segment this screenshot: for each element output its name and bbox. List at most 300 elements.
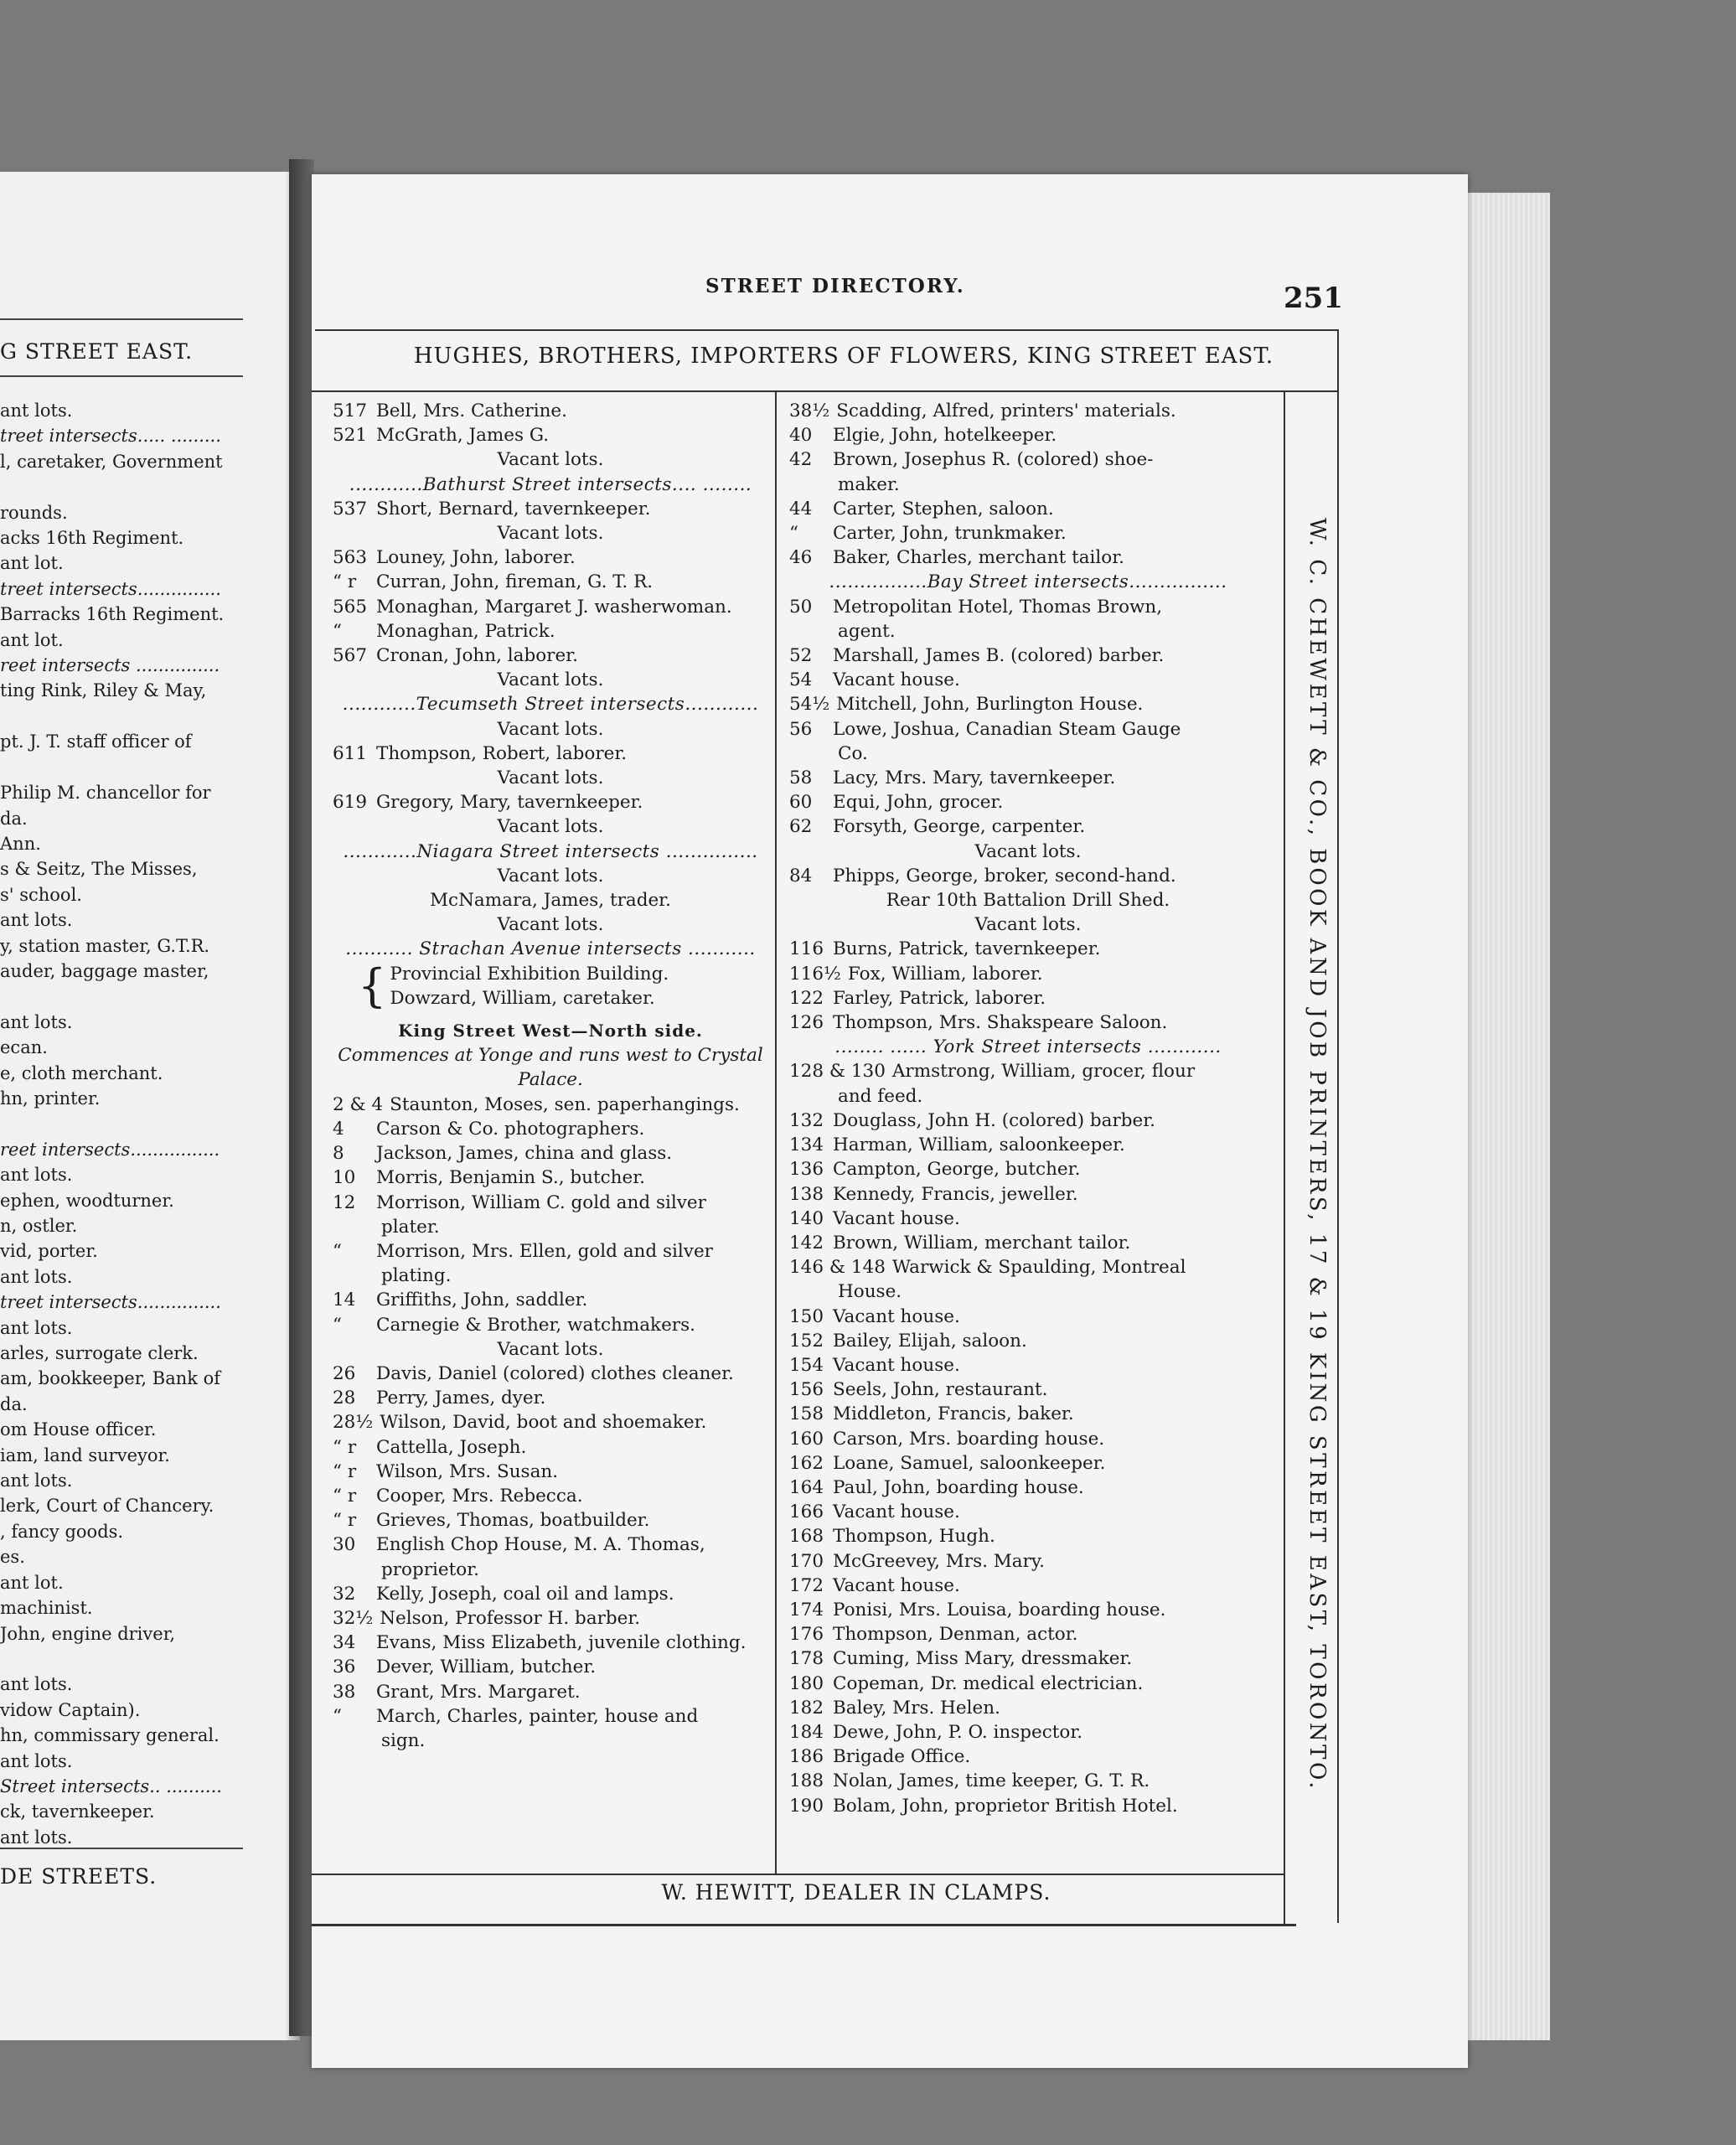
entry-continuation: House.	[838, 1281, 902, 1303]
entry-text: Lacy, Mrs. Mary, tavernkeeper.	[833, 768, 1116, 789]
street-number: 180	[789, 1672, 824, 1694]
left-page-line: Ann.	[0, 833, 41, 854]
entry-text: Paul, John, boarding house.	[833, 1476, 1084, 1498]
left-page-line: vidow Captain).	[0, 1699, 141, 1720]
street-number: 188	[789, 1770, 824, 1792]
directory-entry	[789, 1255, 1267, 1279]
page-stack-edge	[1454, 193, 1550, 2040]
left-page-line: hn, printer.	[0, 1088, 101, 1109]
street-number: 32½	[333, 1607, 374, 1629]
street-number: 150	[789, 1305, 824, 1327]
entry-text: Mitchell, John, Burlington House.	[836, 694, 1144, 716]
directory-entry	[789, 1672, 1267, 1696]
left-page-line: ting Rink, Riley & May,	[0, 680, 207, 701]
entry-text: Short, Bernard, tavernkeeper.	[376, 498, 651, 519]
entry-text: Vacant house.	[833, 1305, 960, 1327]
street-number: 14	[333, 1290, 356, 1311]
entry-text: Campton, George, butcher.	[833, 1159, 1081, 1181]
entry-text: English Chop House, M. A. Thomas,	[376, 1534, 705, 1556]
section-heading: King Street West—North side.	[398, 1021, 703, 1041]
entry-text: Marshall, James B. (colored) barber.	[833, 645, 1165, 667]
running-title: STREET DIRECTORY.	[705, 275, 965, 297]
directory-entry	[333, 1093, 768, 1117]
entry-continuation: plating.	[381, 1265, 452, 1287]
street-number: 2 & 4	[333, 1093, 384, 1115]
binding-gutter	[289, 159, 314, 2036]
directory-entry	[789, 1231, 1267, 1255]
street-number: 162	[789, 1452, 824, 1474]
street-number: 134	[789, 1135, 824, 1156]
entry-text: Ponisi, Mrs. Louisa, boarding house.	[833, 1599, 1166, 1620]
street-number: 146 & 148	[789, 1257, 886, 1279]
left-page-line: auder, baggage master,	[0, 960, 209, 981]
street-number: 44	[789, 498, 813, 519]
street-number: 38	[333, 1681, 356, 1703]
directory-entry	[333, 1533, 768, 1557]
bottom-frame-rule	[312, 1924, 1296, 1926]
street-number: 38½	[789, 401, 830, 421]
directory-entry	[789, 790, 1267, 814]
entry-text: Thompson, Robert, laborer.	[376, 742, 628, 764]
entry-text: Thompson, Mrs. Shakspeare Saloon.	[833, 1012, 1168, 1034]
brace-glyph: {	[358, 959, 387, 1012]
entry-text: Davis, Daniel (colored) clothes cleaner.	[376, 1362, 734, 1384]
entry-text: Grant, Mrs. Margaret.	[376, 1681, 581, 1703]
left-page-line: Street intersects.. ..........	[0, 1775, 222, 1796]
street-number: 42	[789, 449, 813, 471]
directory-entry	[333, 399, 768, 423]
left-facing-page	[0, 172, 300, 2040]
section-subheading: Commences at Yonge and runs west to Crystal	[338, 1045, 763, 1067]
directory-entry	[333, 1191, 768, 1215]
entry-text: Thompson, Denman, actor.	[833, 1624, 1078, 1646]
left-page-line: rounds.	[0, 502, 68, 523]
directory-column-right	[789, 399, 1267, 1818]
left-page-text	[0, 398, 251, 1850]
entry-text: Dever, William, butcher.	[376, 1657, 597, 1678]
left-page-line	[0, 984, 251, 1009]
entry-text: Douglass, John H. (colored) barber.	[833, 1109, 1156, 1131]
entry-text: Carter, John, trunkmaker.	[833, 523, 1067, 545]
street-number: 40	[789, 425, 813, 447]
directory-entry	[333, 1141, 768, 1166]
directory-entry	[789, 399, 1267, 423]
directory-entry	[333, 1288, 768, 1312]
street-number: 56	[789, 718, 813, 740]
entry-text: Bailey, Elijah, saloon.	[833, 1330, 1027, 1352]
street-number: “	[333, 620, 342, 642]
left-page-line: n, ostler.	[0, 1216, 78, 1236]
entry-text: Scadding, Alfred, printers' materials.	[836, 401, 1176, 421]
centered-entry: Vacant lots.	[497, 669, 604, 691]
directory-entry	[789, 1524, 1267, 1548]
entry-text: Burns, Patrick, tavernkeeper.	[833, 938, 1101, 960]
entry-text: Carter, Stephen, saloon.	[833, 498, 1054, 519]
left-page-line: ecan.	[0, 1037, 48, 1058]
street-number: 54	[789, 669, 813, 691]
directory-entry	[789, 521, 1267, 545]
entry-text: Vacant house.	[833, 1354, 960, 1376]
directory-entry	[789, 644, 1267, 668]
left-page-line: s & Seitz, The Misses,	[0, 859, 198, 880]
entry-text: Lowe, Joshua, Canadian Steam Gauge	[833, 718, 1181, 740]
left-page-line: ant lots.	[0, 1011, 73, 1032]
directory-entry	[789, 668, 1267, 692]
directory-entry	[333, 1484, 768, 1508]
entry-text: Middleton, Francis, baker.	[833, 1403, 1074, 1425]
bracketed-entry	[333, 959, 768, 1012]
street-number: 567	[333, 645, 368, 667]
street-number: 132	[789, 1109, 824, 1131]
entry-text: Wilson, Mrs. Susan.	[376, 1460, 559, 1482]
left-page-line: ant lots.	[0, 1827, 73, 1848]
directory-entry	[333, 1313, 768, 1337]
centered-entry: Vacant lots.	[974, 840, 1082, 862]
street-number: 140	[789, 1207, 824, 1229]
street-number: 122	[789, 987, 824, 1009]
street-number: 184	[789, 1721, 824, 1743]
street-number: 36	[333, 1657, 356, 1678]
directory-entry	[789, 1549, 1267, 1574]
entry-text: Farley, Patrick, laborer.	[833, 987, 1046, 1009]
street-number: 160	[789, 1428, 824, 1450]
entry-text: Brown, Josephus R. (colored) shoe-	[833, 449, 1154, 471]
street-number: 138	[789, 1183, 824, 1205]
left-page-line: , fancy goods.	[0, 1521, 124, 1542]
street-number: “ r	[333, 1436, 357, 1458]
side-advertisement: W. C. CHEWETT & CO., BOOK AND JOB PRINTERS, 17 & 19 KING STREET EAST, TORONTO.	[1305, 518, 1330, 1792]
cross-street-separator: ............Niagara Street intersects ...............	[343, 840, 758, 862]
centered-entry: Vacant lots.	[497, 449, 604, 471]
footer-advertisement: W. HEWITT, DEALER IN CLAMPS.	[661, 1880, 1051, 1905]
left-page-line: om House officer.	[0, 1419, 157, 1440]
directory-entry	[333, 1704, 768, 1729]
directory-entry	[333, 1460, 768, 1484]
street-number: 116½	[789, 963, 841, 985]
entry-continuation: maker.	[838, 473, 900, 495]
directory-entry	[789, 1133, 1267, 1157]
entry-text: Loane, Samuel, saloonkeeper.	[833, 1452, 1106, 1474]
entry-continuation: Co.	[838, 742, 868, 764]
entry-text: Vacant house.	[833, 1574, 960, 1596]
entry-text: Metropolitan Hotel, Thomas Brown,	[833, 596, 1163, 618]
centered-entry: McNamara, James, trader.	[430, 890, 671, 912]
entry-text: Jackson, James, china and glass.	[376, 1143, 673, 1165]
left-page-line: reet intersects................	[0, 1139, 220, 1160]
left-page-line	[0, 755, 251, 780]
directory-entry	[789, 1622, 1267, 1646]
street-number: 4	[333, 1118, 344, 1140]
left-page-line: da.	[0, 808, 28, 829]
entry-text: Gregory, Mary, tavernkeeper.	[376, 792, 643, 814]
street-number: “ r	[333, 571, 357, 593]
cross-street-separator: ............Bathurst Street intersects.... ........	[349, 473, 752, 495]
left-page-footer: DE STREETS.	[0, 1864, 158, 1889]
street-number: 52	[789, 645, 813, 667]
entry-text: Copeman, Dr. medical electrician.	[833, 1672, 1144, 1694]
left-page-line: e, cloth merchant.	[0, 1062, 163, 1083]
left-page-line: machinist.	[0, 1598, 93, 1619]
directory-entry	[789, 1451, 1267, 1476]
directory-entry	[789, 1476, 1267, 1500]
left-page-line: arles, surrogate clerk.	[0, 1343, 199, 1364]
street-number: 158	[789, 1403, 824, 1425]
directory-entry	[789, 1157, 1267, 1181]
entry-continuation: agent.	[838, 620, 896, 642]
street-number: 176	[789, 1624, 824, 1646]
left-footer-rule	[0, 1848, 243, 1849]
street-number: 128 & 130	[789, 1061, 886, 1083]
left-page-line: treet intersects...............	[0, 578, 221, 599]
entry-text: Cuming, Miss Mary, dressmaker.	[833, 1648, 1133, 1670]
left-page-line: treet intersects...............	[0, 1292, 221, 1313]
entry-text: Louney, John, laborer.	[376, 547, 576, 569]
centered-entry: Vacant lots.	[497, 914, 604, 936]
entry-text: Vacant house.	[833, 1502, 960, 1523]
street-number: 154	[789, 1354, 824, 1376]
left-page-line: am, bookkeeper, Bank of	[0, 1368, 221, 1389]
entry-text: Brigade Office.	[833, 1746, 971, 1768]
left-page-line: ant lots.	[0, 1266, 73, 1287]
directory-entry	[333, 644, 768, 668]
street-number: 611	[333, 742, 368, 764]
directory-entry	[333, 1386, 768, 1410]
left-page-header: G STREET EAST.	[0, 339, 194, 364]
entry-text: Cronan, John, laborer.	[376, 645, 578, 667]
directory-entry	[789, 423, 1267, 447]
directory-entry	[789, 1207, 1267, 1231]
street-number: 50	[789, 596, 813, 618]
centered-entry: Vacant lots.	[497, 865, 604, 886]
centered-entry: Vacant lots.	[497, 768, 604, 789]
directory-entry	[789, 1010, 1267, 1035]
street-number: 26	[333, 1362, 356, 1384]
right-page	[312, 174, 1468, 2068]
street-number: 12	[333, 1191, 356, 1213]
entry-text: Harman, William, saloonkeeper.	[833, 1135, 1125, 1156]
directory-entry	[789, 692, 1267, 716]
directory-entry	[333, 742, 768, 766]
left-page-line: treet intersects..... .........	[0, 426, 221, 447]
left-page-line: iam, land surveyor.	[0, 1445, 170, 1465]
left-page-line: pt. J. T. staff officer of	[0, 731, 192, 752]
entry-text: Bolam, John, proprietor British Hotel.	[833, 1795, 1178, 1817]
street-number: 126	[789, 1012, 824, 1034]
left-page-line: Barracks 16th Regiment.	[0, 604, 225, 625]
entry-text: McGrath, James G.	[376, 425, 550, 447]
directory-entry	[789, 1182, 1267, 1207]
entry-text: Carnegie & Brother, watchmakers.	[376, 1314, 695, 1336]
entry-text: Cattella, Joseph.	[376, 1436, 527, 1458]
entry-text: Kennedy, Francis, jeweller.	[833, 1183, 1078, 1205]
entry-text: Carson, Mrs. boarding house.	[833, 1428, 1105, 1450]
street-number: “	[333, 1314, 342, 1336]
left-page-line	[0, 704, 251, 729]
street-number: 172	[789, 1574, 824, 1596]
entry-text: Seels, John, restaurant.	[833, 1379, 1048, 1401]
left-page-line: l, caretaker, Government	[0, 451, 223, 472]
entry-text: Baker, Charles, merchant tailor.	[833, 547, 1124, 569]
street-number: 178	[789, 1648, 824, 1670]
directory-entry	[789, 1794, 1267, 1818]
left-page-line: hn, commissary general.	[0, 1725, 220, 1746]
directory-entry	[789, 1427, 1267, 1451]
street-number: 156	[789, 1379, 824, 1401]
street-number: 10	[333, 1167, 356, 1189]
left-page-line	[0, 474, 251, 499]
street-number: 521	[333, 425, 368, 447]
entry-text: Dowzard, William, caretaker.	[390, 987, 655, 1009]
cross-street-separator: ............Tecumseth Street intersects............	[342, 694, 759, 716]
directory-entry	[333, 423, 768, 447]
street-number: 116	[789, 938, 824, 960]
entry-text: Griffiths, John, saddler.	[376, 1290, 588, 1311]
street-number: 28½	[333, 1412, 374, 1434]
directory-entry	[789, 1305, 1267, 1329]
street-number: 619	[333, 792, 368, 814]
directory-entry	[333, 545, 768, 570]
entry-text: Carson & Co. photographers.	[376, 1118, 645, 1140]
left-page-line: ephen, woodturner.	[0, 1190, 174, 1211]
street-number: 152	[789, 1330, 824, 1352]
directory-entry	[333, 619, 768, 644]
left-page-line: da.	[0, 1393, 28, 1414]
directory-entry	[333, 1435, 768, 1460]
left-page-line: y, station master, G.T.R.	[0, 935, 210, 956]
section-subheading: Palace.	[518, 1069, 583, 1091]
left-header-rule-bottom	[0, 375, 243, 377]
street-number: 517	[333, 401, 368, 421]
directory-entry	[789, 937, 1267, 961]
street-number: 46	[789, 547, 813, 569]
entry-text: Warwick & Spaulding, Montreal	[891, 1257, 1186, 1279]
entry-text: Staunton, Moses, sen. paperhangings.	[390, 1093, 740, 1115]
street-number: 54½	[789, 694, 830, 716]
street-number: 168	[789, 1526, 824, 1548]
street-number: 170	[789, 1550, 824, 1572]
cross-street-separator: ................Bay Street intersects................	[829, 571, 1227, 593]
directory-entry	[789, 814, 1267, 839]
directory-entry	[789, 1744, 1267, 1769]
directory-entry	[333, 1166, 768, 1190]
left-page-line: ant lot.	[0, 1572, 64, 1593]
street-number: 34	[333, 1632, 356, 1654]
directory-entry	[333, 1410, 768, 1434]
directory-entry	[789, 1696, 1267, 1720]
left-page-line: s' school.	[0, 884, 82, 905]
entry-text: Curran, John, fireman, G. T. R.	[376, 571, 654, 593]
street-number: 565	[333, 596, 368, 618]
centered-entry: Vacant lots.	[497, 816, 604, 838]
column-divider	[775, 392, 777, 1874]
street-number: 136	[789, 1159, 824, 1181]
directory-entry	[333, 1631, 768, 1655]
entry-text: Brown, William, merchant tailor.	[833, 1232, 1131, 1253]
directory-entry	[333, 1606, 768, 1631]
directory-entry	[333, 1582, 768, 1606]
page-number: 251	[1284, 282, 1343, 315]
directory-entry	[789, 545, 1267, 570]
directory-entry	[789, 595, 1267, 619]
entry-text: Equi, John, grocer.	[833, 792, 1004, 814]
street-number: 62	[789, 816, 813, 838]
directory-entry	[789, 1109, 1267, 1133]
street-number: 32	[333, 1583, 356, 1605]
street-number: 190	[789, 1795, 824, 1817]
street-number: 537	[333, 498, 368, 519]
street-number: “ r	[333, 1485, 357, 1507]
left-page-line: ck, tavernkeeper.	[0, 1801, 155, 1822]
directory-entry	[333, 1239, 768, 1264]
left-page-line: ant lots.	[0, 1750, 73, 1771]
directory-entry	[333, 790, 768, 814]
street-number: “	[333, 1705, 342, 1727]
directory-entry	[789, 1353, 1267, 1377]
street-number: 58	[789, 768, 813, 789]
entry-text: Bell, Mrs. Catherine.	[376, 401, 567, 421]
entry-text: Perry, James, dyer.	[376, 1388, 546, 1409]
entry-text: Grieves, Thomas, boatbuilder.	[376, 1510, 650, 1532]
directory-entry	[789, 447, 1267, 472]
left-page-line: ant lots.	[0, 1470, 73, 1491]
street-number: 84	[789, 865, 813, 886]
street-number: “ r	[333, 1460, 357, 1482]
directory-entry	[789, 1329, 1267, 1353]
left-page-line: ant lot.	[0, 553, 64, 574]
left-page-line: ant lots.	[0, 401, 73, 421]
street-number: 166	[789, 1502, 824, 1523]
left-header-rule	[0, 318, 243, 320]
directory-entry	[333, 595, 768, 619]
left-page-line: ant lots.	[0, 1165, 73, 1186]
directory-entry	[789, 1598, 1267, 1622]
directory-entry	[789, 717, 1267, 742]
left-page-line: acks 16th Regiment.	[0, 528, 184, 549]
street-number: 28	[333, 1388, 356, 1409]
directory-entry	[333, 1655, 768, 1679]
left-page-line: vid, porter.	[0, 1241, 98, 1262]
centered-entry: Rear 10th Battalion Drill Shed.	[886, 890, 1170, 912]
entry-text: Forsyth, George, carpenter.	[833, 816, 1086, 838]
left-page-line: reet intersects ...............	[0, 655, 220, 676]
entry-text: March, Charles, painter, house and	[376, 1705, 699, 1727]
left-page-line	[0, 1646, 251, 1672]
entry-text: Evans, Miss Elizabeth, juvenile clothing.	[376, 1632, 747, 1654]
entry-continuation: proprietor.	[381, 1558, 479, 1580]
cross-street-separator: ........... Strachan Avenue intersects ...........	[345, 938, 756, 960]
centered-entry: Vacant lots.	[497, 523, 604, 545]
entry-text: Vacant house.	[833, 669, 960, 691]
directory-entry	[789, 1769, 1267, 1793]
entry-continuation: sign.	[381, 1729, 426, 1751]
street-number: 30	[333, 1534, 356, 1556]
directory-entry	[789, 1720, 1267, 1744]
entry-text: Wilson, David, boot and shoemaker.	[380, 1412, 707, 1434]
left-page-line: lerk, Court of Chancery.	[0, 1496, 214, 1517]
entry-text: Elgie, John, hotelkeeper.	[833, 425, 1057, 447]
street-number: “	[333, 1240, 342, 1262]
left-page-line: ant lots.	[0, 1674, 73, 1695]
left-page-line: John, engine driver,	[0, 1623, 176, 1644]
entry-text: Phipps, George, broker, second-hand.	[833, 865, 1176, 886]
header-advertisement: HUGHES, BROTHERS, IMPORTERS OF FLOWERS, KING STREET EAST.	[413, 344, 1274, 369]
left-page-line: ant lot.	[0, 629, 64, 650]
directory-entry	[789, 1646, 1267, 1671]
directory-entry	[333, 1117, 768, 1141]
entry-text: Kelly, Joseph, coal oil and lamps.	[376, 1583, 674, 1605]
entry-text: Morris, Benjamin S., butcher.	[376, 1167, 645, 1189]
left-page-line: ant lots.	[0, 910, 73, 931]
